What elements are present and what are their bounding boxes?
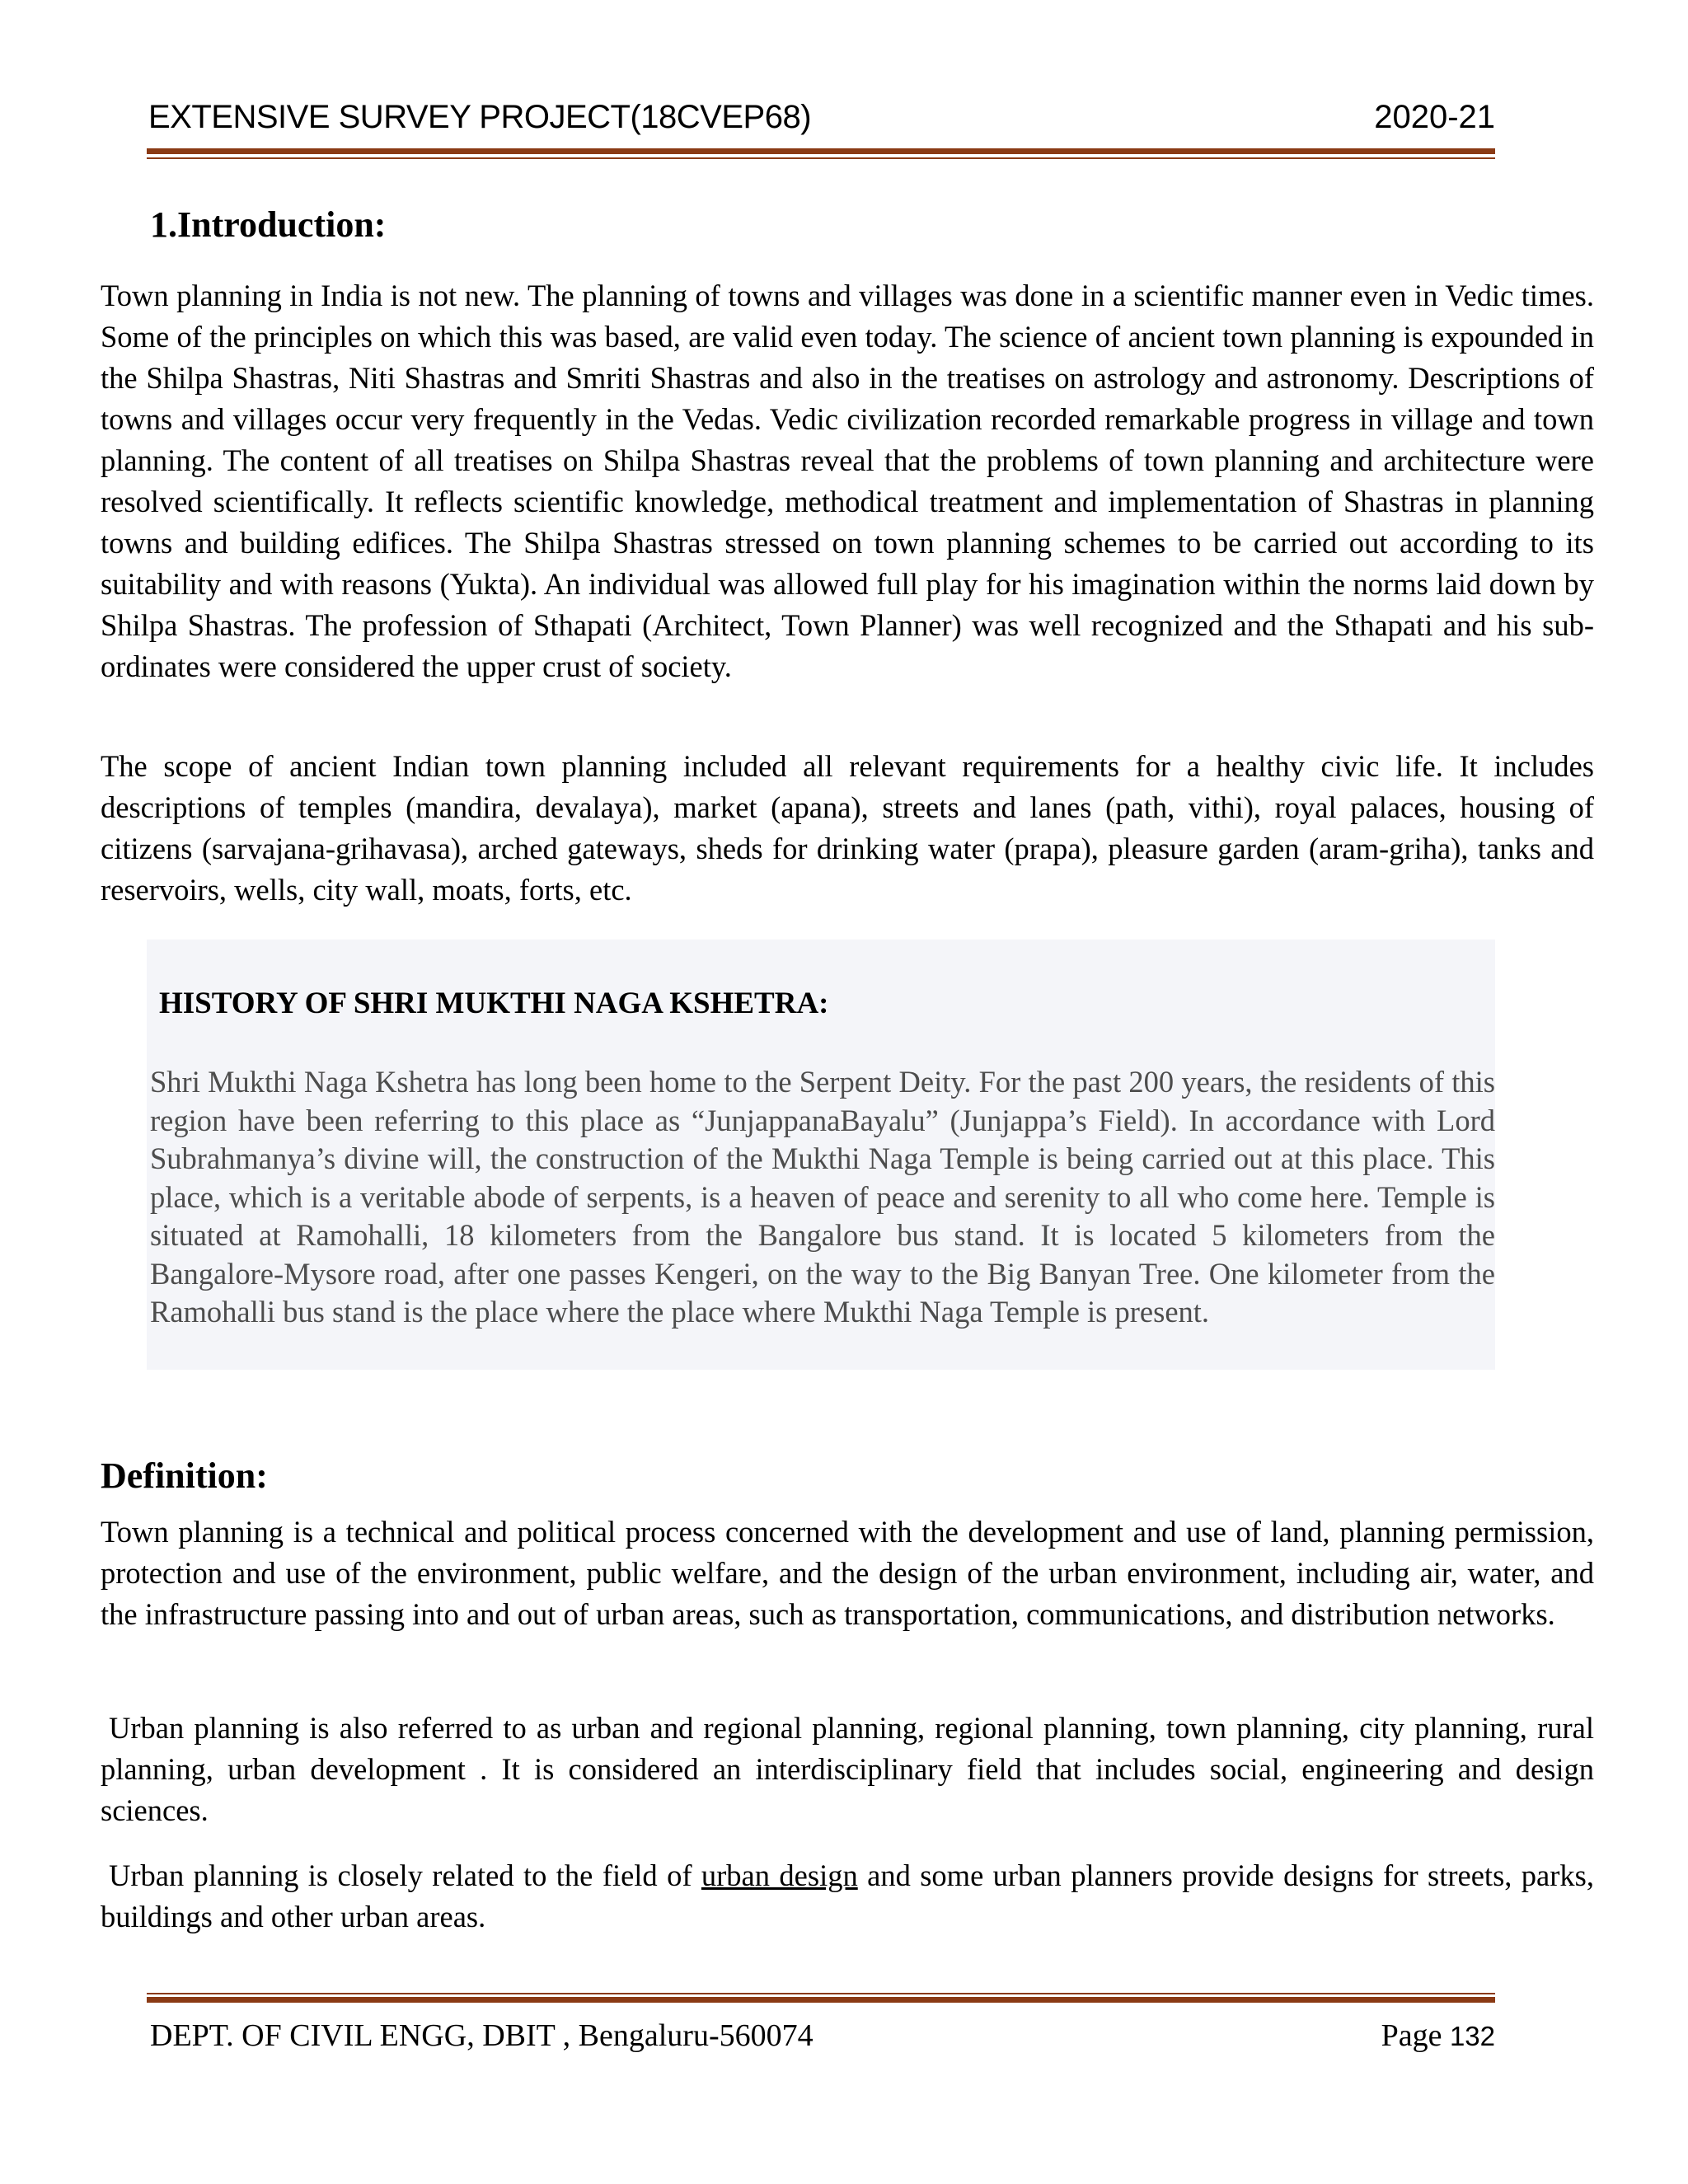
definition-paragraph-1: Town planning is a technical and political process concerned with the development and use of land, planning permission, protection and use of the environment, public welfare, and the design of the urban environment, including air, water, and the infrastructure passing into and out of urban areas, such as transportation, communications, and distribution networks. — [101, 1515, 1594, 1631]
footer-page-number — [1381, 2018, 1495, 2054]
header-year: 2020-21 — [1374, 99, 1495, 135]
definition-paragraph-2: Urban planning is also referred to as urban and regional planning, regional planning, town planning, city planning, rural planning, urban development . It is considered an interdisciplinary field that includes social, engineering and design sciences. — [101, 1711, 1594, 1827]
footer-rule-thin — [147, 1993, 1495, 1994]
page-label: Page — [1381, 2018, 1442, 2053]
footer-rule-thick — [147, 1997, 1495, 2003]
introduction-heading: 1.Introduction: — [150, 204, 387, 245]
header-rule-thick — [147, 148, 1495, 154]
history-heading: HISTORY OF SHRI MUKTHI NAGA KSHETRA: — [159, 987, 829, 1020]
introduction-paragraph-2: The scope of ancient Indian town planning included all relevant requirements for a healthy civic life. It includes descriptions of temples (mandira, devalaya), market (apana), streets and lanes (path, vithi), royal palaces, housing of citizens (sarvajana-grihavasa), arched gateways, sheds for drinking water (prapa), pleasure garden (aram-griha), tanks and reservoirs, wells, city wall, moats, forts, etc. — [101, 749, 1594, 907]
header-title: EXTENSIVE SURVEY PROJECT(18CVEP68) — [148, 99, 812, 135]
introduction-paragraph-1: Town planning in India is not new. The planning of towns and villages was done in a scientific manner even in Vedic times. Some of the principles on which this was based, are valid even today. The science of ancient town planning is expounded in the Shilpa Shastras, Niti Shastras and Smriti Shastras and also in the treatises on astrology and astronomy. Descriptions of towns and villages occur very frequently in the Vedas. Vedic civilization recorded remarkable progress in village and town planning. The content of all treatises on Shilpa Shastras reveal that the problems of town planning and architecture were resolved scientifically. It reflects scientific knowledge, methodical treatment and implementation of Shastras in planning towns and building edifices. The Shilpa Shastras stressed on town planning schemes to be carried out according to its suitability and with reasons (Yukta). An individual was allowed full play for his imagination within the norms laid down by Shilpa Shastras. The profession of Sthapati (Architect, Town Planner) was well recognized and the Sthapati and his sub-ordinates were considered the upper crust of society. — [101, 279, 1594, 683]
definition-paragraph-3 — [101, 1855, 1594, 1938]
page-number: 132 — [1449, 2021, 1495, 2051]
paragraph-3-text-start: Urban planning is closely related to the field of — [109, 1858, 701, 1892]
definition-heading: Definition: — [101, 1455, 268, 1496]
footer-department: DEPT. OF CIVIL ENGG, DBIT , Bengaluru-560074 — [150, 2018, 814, 2053]
urban-design-link[interactable]: urban design — [701, 1858, 858, 1892]
paragraph-3-text-end: and some urban planners provide designs for streets, parks, buildings and other urban areas. — [101, 1858, 1594, 1933]
history-paragraph: Shri Mukthi Naga Kshetra has long been home to the Serpent Deity. For the past 200 years, the residents of this region have been referring to this place as “JunjappanaBayalu” (Junjappa’s Field). In accordance with Lord Subrahmanya’s divine will, the construction of the Mukthi Naga Temple is being carried out at this place. This place, which is a veritable abode of serpents, is a heaven of peace and serenity to all who come here. Temple is situated at Ramohalli, 18 kilometers from the Bangalore bus stand. It is located 5 kilometers from the Bangalore-Mysore road, after one passes Kengeri, on the way to the Big Banyan Tree. One kilometer from the Ramohalli bus stand is the place where the place where Mukthi Naga Temple is present. — [150, 1065, 1495, 1329]
header-rule-thin — [147, 157, 1495, 159]
